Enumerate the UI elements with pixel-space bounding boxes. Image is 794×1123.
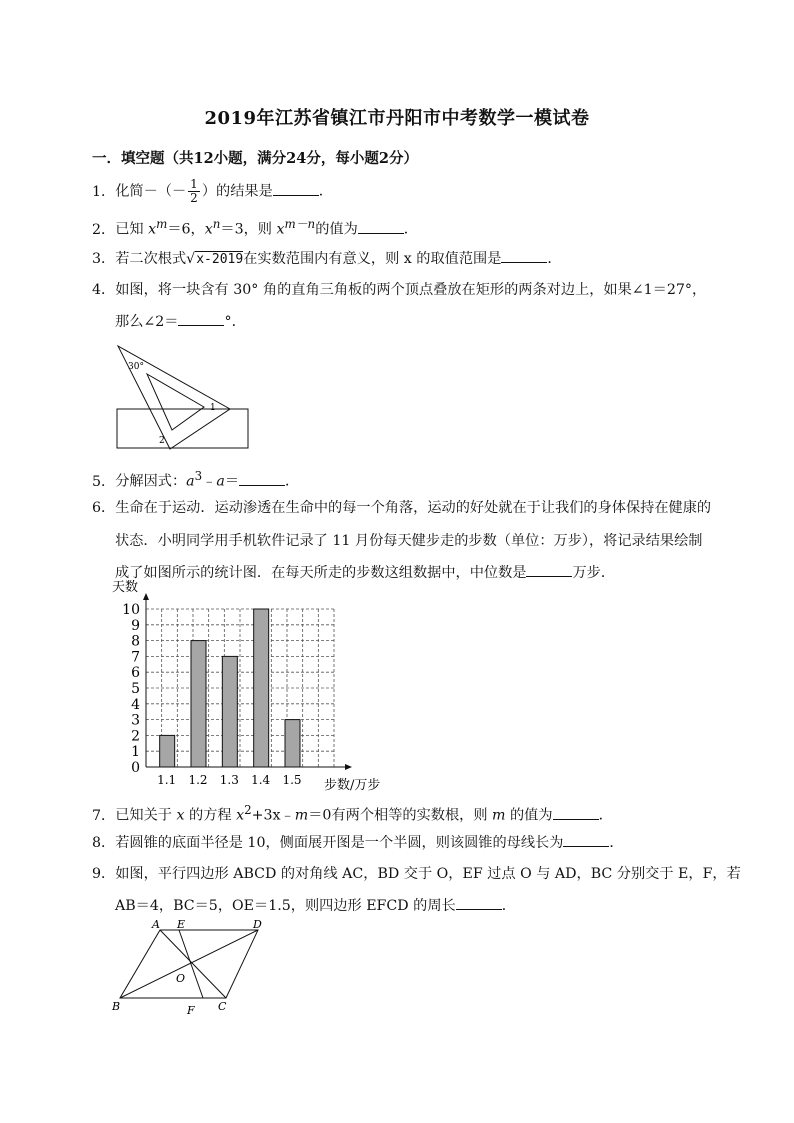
answer-blank[interactable] <box>273 181 319 196</box>
exponent: n <box>212 217 221 231</box>
bar-chart <box>108 580 408 792</box>
page-title: 2019年江苏省镇江市丹阳市中考数学一模试卷 <box>204 108 590 129</box>
point-o-label: O <box>176 972 186 985</box>
parallelogram-figure <box>108 918 278 1018</box>
fraction <box>188 178 200 205</box>
diagonal-ac <box>160 930 226 998</box>
x-axis-label: 步数/万步 <box>324 778 381 793</box>
x-tick-label: 1.5 <box>282 773 302 787</box>
question-text: 若圆锥的底面半径是 10，侧面展开图是一个半圆，则该圆锥的母线长为 <box>115 835 564 851</box>
question-text: 那么∠2＝ <box>115 314 179 330</box>
question-3 <box>92 248 562 270</box>
question-text: 已知 <box>115 221 149 238</box>
fraction-numerator: 1 <box>190 177 198 191</box>
punctuation: ． <box>318 183 333 200</box>
question-4-continued <box>115 311 246 331</box>
bar <box>191 641 206 767</box>
variable: m <box>294 807 309 824</box>
question-text: 若二次根式 <box>115 251 187 267</box>
variable: x <box>276 221 285 238</box>
y-tick-label: 0 <box>131 760 140 776</box>
bar <box>285 720 300 767</box>
question-text: 分解因式： <box>115 473 187 490</box>
question-text: ）的结果是 <box>201 183 273 200</box>
x-tick-label: 1.1 <box>157 773 177 787</box>
variable: x <box>148 221 157 238</box>
question-2 <box>92 214 418 240</box>
y-axis-arrow <box>143 593 149 600</box>
question-number: 8． <box>92 835 116 851</box>
punctuation: ． <box>501 898 516 914</box>
question-text: AB＝4，BC＝5，OE＝1.5，则四边形 EFCD 的周长 <box>115 898 456 914</box>
operator: ﹣ <box>202 473 217 490</box>
equation-part: ＝0 <box>308 807 332 824</box>
diagonal-bd <box>120 930 258 998</box>
set-square-inner <box>147 374 204 430</box>
question-6 <box>92 498 711 518</box>
question-text: 成了如图所示的统计图．在每天所走的步数这组数据中，中位数是 <box>115 565 527 581</box>
y-tick-label: 8 <box>131 633 140 650</box>
radicand: x-2019 <box>196 252 244 267</box>
question-text: 的值为 <box>315 221 358 238</box>
x-tick-label: 1.3 <box>219 773 239 787</box>
x-tick-label: 1.2 <box>188 773 208 787</box>
point-a-label: A <box>152 918 160 931</box>
question-4 <box>92 280 706 300</box>
y-tick-label: 4 <box>131 696 140 713</box>
angle-label-1: 1 <box>210 403 216 413</box>
answer-blank[interactable] <box>178 311 224 326</box>
question-number: 7． <box>92 807 116 824</box>
variable: a <box>216 473 225 490</box>
variable: a <box>186 473 195 490</box>
sqrt-sign: √ <box>186 251 196 267</box>
bar <box>254 609 269 767</box>
equation-part: +3x﹣ <box>251 807 295 824</box>
question-text: 的值为 <box>505 807 553 824</box>
exponent: 3 <box>194 469 203 483</box>
question-6-line-2: 状态．小明同学用手机软件记录了 11 月份每天健步走的步数（单位：万步），将记录结果绘制 <box>115 533 703 549</box>
answer-blank[interactable] <box>563 832 609 847</box>
y-tick-label: 2 <box>131 728 140 745</box>
segment-ef <box>179 930 203 998</box>
point-d-label: D <box>253 918 262 931</box>
answer-blank[interactable] <box>456 895 502 910</box>
angle-label-2: 2 <box>159 436 165 446</box>
question-text: ＝6， <box>167 221 205 238</box>
question-number: 2． <box>92 221 116 238</box>
exponent: m <box>156 217 168 231</box>
fraction-denominator: 2 <box>190 191 198 205</box>
question-8 <box>92 832 624 853</box>
bar <box>222 656 237 767</box>
question-text: °． <box>224 314 246 330</box>
x-axis-arrow <box>345 764 352 770</box>
question-text: 在实数范围内有意义，则 x 的取值范围是 <box>243 251 502 267</box>
y-tick-label: 6 <box>131 665 140 682</box>
angle-label-30: 30° <box>128 362 144 372</box>
question-text: ＝3，则 <box>220 221 277 238</box>
y-tick-label: 7 <box>131 649 140 666</box>
y-tick-label: 5 <box>131 681 140 697</box>
question-9-continued <box>115 895 516 915</box>
question-9 <box>92 864 741 884</box>
point-b-label: B <box>112 1000 121 1013</box>
variable: m <box>492 807 506 824</box>
point-c-label: C <box>218 1000 227 1013</box>
punctuation: ． <box>598 807 613 824</box>
point-e-label: E <box>177 918 186 931</box>
question-5 <box>92 466 299 492</box>
question-text: 已知关于 <box>115 807 177 824</box>
y-tick-label: 1 <box>131 744 140 761</box>
answer-blank[interactable] <box>358 219 404 234</box>
question-number: 1． <box>92 183 116 200</box>
question-text: 化简－（－ <box>115 183 187 200</box>
question-text: 生命在于运动．运动渗透在生命中的每一个角落，运动的好处就在于让我们的身体保持在健康的 <box>115 500 712 516</box>
y-tick-label: 10 <box>122 602 140 618</box>
x-tick-label: 1.4 <box>251 773 271 787</box>
question-text: 的方程 <box>184 807 237 824</box>
y-axis-label: 天数 <box>112 580 139 595</box>
answer-blank[interactable] <box>501 248 547 263</box>
punctuation: ． <box>285 473 300 490</box>
point-f-label: F <box>187 1004 195 1017</box>
question-number: 4． <box>92 282 116 298</box>
question-text: 如图，平行四边形 ABCD 的对角线 AC，BD 交于 O，EF 过点 O 与 AD，BC 分别交于 E，F，若 <box>115 866 741 882</box>
bar <box>160 735 175 767</box>
question-text: 万步． <box>572 565 616 581</box>
variable: x <box>204 221 213 238</box>
y-tick-label: 3 <box>131 712 140 729</box>
rectangle-shape <box>117 409 248 448</box>
operator: ＝ <box>224 473 240 490</box>
exponent: m－n <box>284 217 316 231</box>
exponent: 2 <box>244 803 252 817</box>
question-6-line-3 <box>115 562 615 582</box>
section-heading: 一．填空题（共12小题，满分24分，每小题2分） <box>92 150 418 167</box>
punctuation: ． <box>547 251 562 267</box>
question-text: 有两个相等的实数根，则 <box>331 807 493 824</box>
punctuation: ． <box>403 221 418 238</box>
question-7 <box>92 800 613 826</box>
question-1 <box>92 178 333 205</box>
variable: x <box>236 807 245 824</box>
answer-blank[interactable] <box>239 471 285 486</box>
y-tick-label: 9 <box>131 617 140 634</box>
variable: x <box>176 807 185 824</box>
answer-blank[interactable] <box>526 562 572 577</box>
question-number: 9． <box>92 866 116 882</box>
triangle-ruler-figure <box>112 344 252 450</box>
question-text: 如图，将一块含有 30° 角的直角三角板的两个顶点叠放在矩形的两条对边上，如果∠1＝27°， <box>115 282 707 298</box>
question-number: 5． <box>92 473 116 490</box>
answer-blank[interactable] <box>553 805 599 820</box>
punctuation: ． <box>609 835 624 851</box>
question-number: 6． <box>92 500 116 516</box>
question-number: 3． <box>92 251 116 267</box>
